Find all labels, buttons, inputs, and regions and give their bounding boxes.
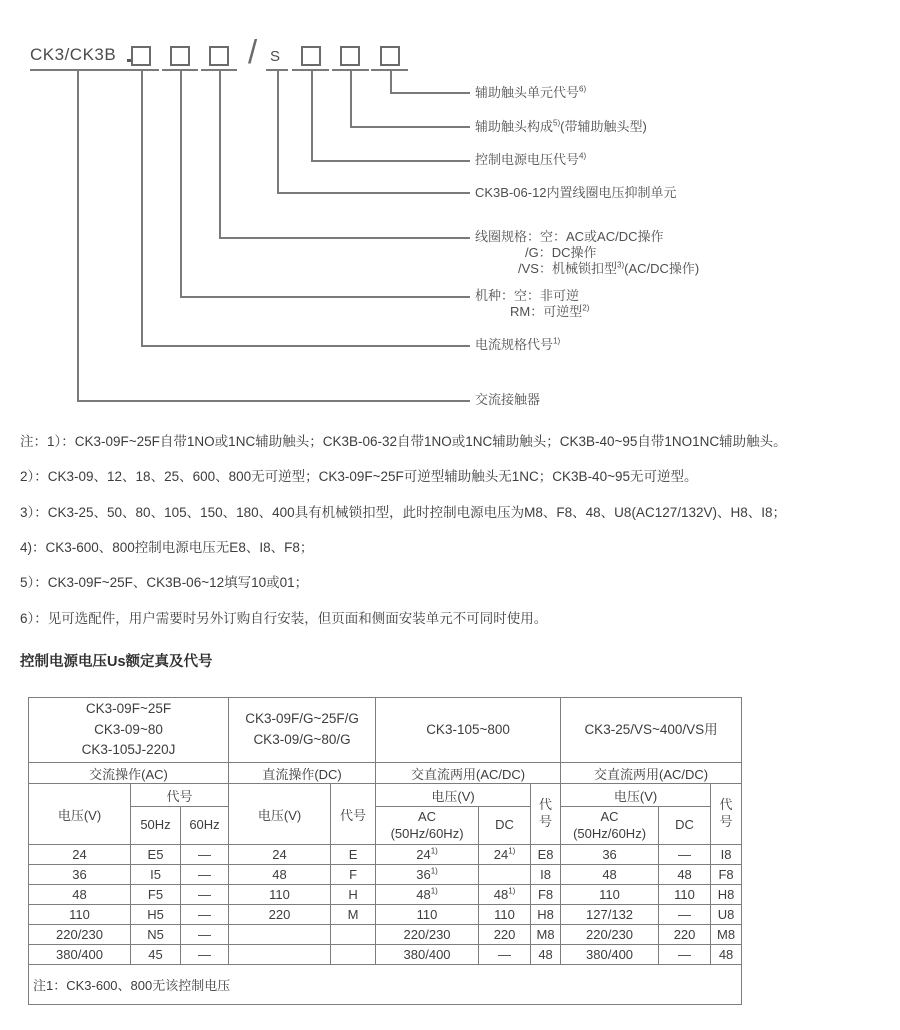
group2-model-line: CK3-09/G~80/G <box>253 732 351 747</box>
group1-model-line: CK3-105J-220J <box>81 742 176 758</box>
connector-current-code <box>141 70 143 346</box>
group3-voltage-header: 电压(V) <box>376 784 531 807</box>
table-cell: 110 <box>29 905 131 925</box>
table-cell: — <box>181 905 229 925</box>
table-cell: — <box>659 845 711 865</box>
connector-type <box>180 70 182 297</box>
connector-aux-composition <box>350 70 352 127</box>
connector-aux-unit-code <box>390 92 470 94</box>
connector-suppressor <box>277 192 470 194</box>
group4-code-header: 代号 <box>711 784 742 845</box>
group3-ac-header <box>376 807 479 845</box>
group1-code-header: 代号 <box>131 784 229 807</box>
note-6: 6）：见可选配件，用户需要时另外订购自行安装，但页面和侧面安装单元不可同时使用。 <box>20 611 548 626</box>
table-cell: E5 <box>131 845 181 865</box>
table-cell: F <box>331 865 376 885</box>
table-cell: 380/400 <box>561 945 659 965</box>
model-digit-box-4 <box>301 46 321 66</box>
table-cell: 24$^{1)}$ <box>376 845 479 865</box>
table-cell: 24 <box>229 845 331 865</box>
table-cell: 220/230 <box>376 925 479 945</box>
table-cell: F5 <box>131 885 181 905</box>
group3-dc-header: DC <box>479 807 531 845</box>
table-cell: 45 <box>131 945 181 965</box>
table-cell: H <box>331 885 376 905</box>
table-row <box>29 925 742 945</box>
label-coil-suppressor-unit: CK3B-06-12内置线圈电压抑制单元 <box>475 185 677 200</box>
model-digit-box-3 <box>209 46 229 66</box>
table-cell: 110 <box>659 885 711 905</box>
table-cell: — <box>181 845 229 865</box>
table-cell: H8 <box>711 885 742 905</box>
table-cell: 380/400 <box>376 945 479 965</box>
connector-aux-composition <box>350 126 470 128</box>
note-3: 3）：CK3-25、50、80、105、150、180、400具有机械锁扣型，此时控制电源电压为M8、F8、48、U8(AC127/132V)、H8、I8； <box>20 505 787 520</box>
table-cell: 24 <box>29 845 131 865</box>
label-coil-spec-line1: 线圈规格：空：AC或AC/DC操作 <box>475 229 664 244</box>
group3-code-header: 代号 <box>531 784 561 845</box>
table-cell: I5 <box>131 865 181 885</box>
label-control-voltage-code: 控制电源电压代号$^{4)}$ <box>475 151 587 167</box>
table-cell: 220 <box>229 905 331 925</box>
table-row <box>29 885 742 905</box>
label-aux-contact-unit-code: 辅助触头单元代号$^{6)}$ <box>475 84 587 100</box>
table-cell: I8 <box>711 845 742 865</box>
connector-aux-unit-code <box>390 70 392 93</box>
table-cell: 220/230 <box>29 925 131 945</box>
note-4: 4)：CK3-600、800控制电源电压无E8、I8、F8； <box>20 540 314 555</box>
label-current-spec-code: 电流规格代号$^{1)}$ <box>475 336 561 352</box>
table-cell: 36 <box>561 845 659 865</box>
table-cell: — <box>659 945 711 965</box>
note-1: 注：1）：CK3-09F~25F自带1NO或1NC辅助触头；CK3B-06-32自带1NO或1NC辅助触头；CK3B-40~95自带1NO1NC辅助触头。 <box>20 434 787 449</box>
s-label: S <box>270 48 281 65</box>
table-cell: M8 <box>711 925 742 945</box>
table-cell: M <box>331 905 376 925</box>
table-cell: 36 <box>29 865 131 885</box>
model-digit-box-2 <box>170 46 190 66</box>
table-row <box>29 845 742 865</box>
group2-operation: 直流操作(DC) <box>229 763 376 784</box>
group4-voltage-header: 电压(V) <box>561 784 711 807</box>
table-cell: I8 <box>531 865 561 885</box>
group2-code-header: 代号 <box>331 784 376 845</box>
group4-ac-header <box>561 807 659 845</box>
table-cell: E <box>331 845 376 865</box>
table-row-models <box>29 698 742 763</box>
group1-models <box>29 698 229 763</box>
table-cell: — <box>181 885 229 905</box>
model-digit-box-6 <box>380 46 400 66</box>
table-cell: — <box>659 905 711 925</box>
ac-label: AC <box>600 808 619 824</box>
connector-type <box>180 296 470 298</box>
table-cell: M8 <box>531 925 561 945</box>
table-cell: — <box>181 945 229 965</box>
table-cell: H8 <box>531 905 561 925</box>
label-ac-contactor: 交流接触器 <box>475 392 541 407</box>
connector-ctrl-voltage-code <box>311 160 470 162</box>
table-cell: N5 <box>131 925 181 945</box>
table-cell: 48 <box>659 865 711 885</box>
table-cell <box>479 865 531 885</box>
connector-coil-spec <box>219 237 470 239</box>
table-cell: 110 <box>229 885 331 905</box>
table-cell: 220/230 <box>561 925 659 945</box>
group1-model-line: CK3-09~80 <box>94 721 163 737</box>
connector-ctrl-voltage-code <box>311 70 313 161</box>
table-row-operation <box>29 763 742 784</box>
table-cell: E8 <box>531 845 561 865</box>
table-cell: — <box>181 865 229 885</box>
label-aux-contact-composition: 辅助触头构成$^{5)}$(带辅助触头型) <box>475 118 647 134</box>
table-row-header-2 <box>29 807 742 845</box>
table-cell: 220 <box>479 925 531 945</box>
group2-model-line: CK3-09F/G~25F/G <box>245 711 359 727</box>
connector-contactor <box>77 400 470 402</box>
table-row <box>29 945 742 965</box>
table-cell: 48 <box>531 945 561 965</box>
connector-coil-spec <box>219 70 221 238</box>
table-footnote: 注1：CK3-600、800无该控制电压 <box>29 965 742 1005</box>
table-row <box>29 865 742 885</box>
ac-label: AC <box>418 808 437 824</box>
table-cell: — <box>479 945 531 965</box>
table-cell: 48$^{1)}$ <box>376 885 479 905</box>
note-5: 5）：CK3-09F~25F、CK3B-06~12填写10或01； <box>20 575 309 590</box>
table-cell: F8 <box>711 865 742 885</box>
table-cell: 110 <box>376 905 479 925</box>
note-2: 2）：CK3-09、12、18、25、600、800无可逆型；CK3-09F~25F可逆型辅助触头无1NC；CK3B-40~95无可逆型。 <box>20 469 698 484</box>
group4-operation: 交直流两用(AC/DC) <box>561 763 742 784</box>
table-cell: 48 <box>229 865 331 885</box>
control-voltage-code-table <box>28 697 742 1005</box>
group1-voltage-header: 电压(V) <box>29 784 131 845</box>
label-machine-type-line2: RM：可逆型$^{2)}$ <box>510 303 590 319</box>
model-number-diagram <box>0 0 900 420</box>
table-cell <box>229 945 331 965</box>
connector-current-code <box>141 345 470 347</box>
group1-50hz-header: 50Hz <box>131 807 181 845</box>
connector-contactor <box>77 70 79 401</box>
group1-operation: 交流操作(AC) <box>29 763 229 784</box>
group3-operation: 交直流两用(AC/DC) <box>376 763 561 784</box>
group1-model-line: CK3-09F~25F <box>85 700 172 716</box>
table-cell: 110 <box>479 905 531 925</box>
table-row-header-1 <box>29 784 742 807</box>
group4-dc-header: DC <box>659 807 711 845</box>
model-digit-box-1 <box>131 46 151 66</box>
table-row-footnote <box>29 965 742 1005</box>
table-cell: 110 <box>561 885 659 905</box>
table-cell: 48 <box>561 865 659 885</box>
label-coil-spec-line2: /G：DC操作 <box>525 245 597 260</box>
table-cell: 48 <box>29 885 131 905</box>
table-cell: — <box>181 925 229 945</box>
table-cell: 36$^{1)}$ <box>376 865 479 885</box>
table-cell: U8 <box>711 905 742 925</box>
model-digit-box-5 <box>340 46 360 66</box>
table-cell: 24$^{1)}$ <box>479 845 531 865</box>
section-heading: 控制电源电压Us额定真及代号 <box>20 654 213 670</box>
slash-separator: / <box>248 33 258 70</box>
group4-models: CK3-25/VS~400/VS用 <box>561 698 742 763</box>
label-coil-spec-line3: /VS：机械锁扣型$^{3)}$(AC/DC操作) <box>518 260 700 276</box>
label-machine-type-line1: 机种：空：非可逆 <box>475 288 580 303</box>
table-cell: H5 <box>131 905 181 925</box>
table-cell: 48 <box>711 945 742 965</box>
group1-60hz-header: 60Hz <box>181 807 229 845</box>
group3-models: CK3-105~800 <box>376 698 561 763</box>
connector-suppressor <box>277 70 279 193</box>
table-cell: 220 <box>659 925 711 945</box>
table-cell <box>331 925 376 945</box>
table-cell: 48$^{1)}$ <box>479 885 531 905</box>
model-prefix: CK3/CK3B <box>30 45 117 64</box>
table-row <box>29 905 742 925</box>
ac-freq-label: (50Hz/60Hz) <box>390 825 464 841</box>
table-cell: F8 <box>531 885 561 905</box>
table-cell <box>331 945 376 965</box>
table-cell: 127/132 <box>561 905 659 925</box>
voltage-code-table-body <box>29 845 742 965</box>
group2-voltage-header: 电压(V) <box>229 784 331 845</box>
table-cell <box>229 925 331 945</box>
group2-models <box>229 698 376 763</box>
ac-freq-label: (50Hz/60Hz) <box>573 825 647 841</box>
table-cell: 380/400 <box>29 945 131 965</box>
